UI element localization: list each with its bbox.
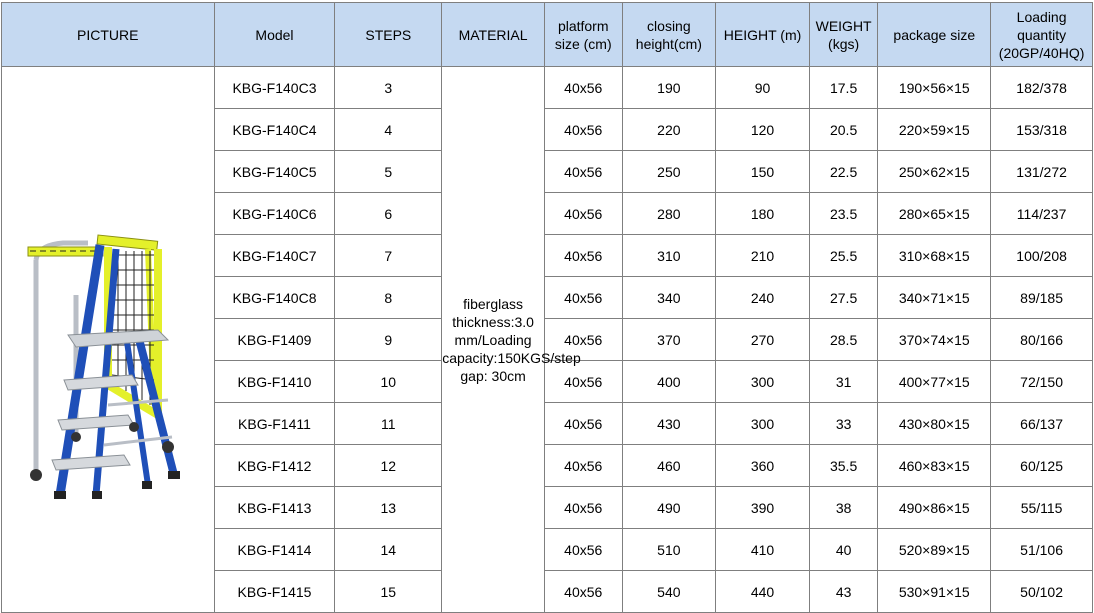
- package-size-cell: 520×89×15: [878, 529, 991, 571]
- steps-cell: 14: [335, 529, 442, 571]
- closing-height-cell: 400: [622, 361, 716, 403]
- closing-height-cell: 490: [622, 487, 716, 529]
- material-cell: fiberglass thickness:3.0 mm/Loading capacity:150KGS/step gap: 30cm: [442, 67, 545, 613]
- model-cell: KBG-F1412: [214, 445, 335, 487]
- header-platform-size: platform size (cm): [544, 3, 622, 67]
- loading-quantity-cell: 131/272: [991, 151, 1093, 193]
- platform-size-cell: 40x56: [544, 235, 622, 277]
- loading-quantity-cell: 51/106: [991, 529, 1093, 571]
- loading-quantity-cell: 100/208: [991, 235, 1093, 277]
- loading-quantity-cell: 66/137: [991, 403, 1093, 445]
- model-cell: KBG-F1410: [214, 361, 335, 403]
- weight-cell: 25.5: [809, 235, 878, 277]
- steps-cell: 11: [335, 403, 442, 445]
- platform-size-cell: 40x56: [544, 445, 622, 487]
- height-cell: 300: [716, 361, 810, 403]
- header-loading-quantity: Loading quantity (20GP/40HQ): [991, 3, 1093, 67]
- closing-height-cell: 510: [622, 529, 716, 571]
- package-size-cell: 340×71×15: [878, 277, 991, 319]
- steps-cell: 3: [335, 67, 442, 109]
- closing-height-cell: 540: [622, 571, 716, 613]
- model-cell: KBG-F1409: [214, 319, 335, 361]
- package-size-cell: 190×56×15: [878, 67, 991, 109]
- header-picture: PICTURE: [2, 3, 215, 67]
- package-size-cell: 370×74×15: [878, 319, 991, 361]
- steps-cell: 7: [335, 235, 442, 277]
- loading-quantity-cell: 114/237: [991, 193, 1093, 235]
- weight-cell: 33: [809, 403, 878, 445]
- header-material: MATERIAL: [442, 3, 545, 67]
- steps-cell: 5: [335, 151, 442, 193]
- height-cell: 210: [716, 235, 810, 277]
- picture-cell: [2, 67, 215, 613]
- loading-quantity-cell: 72/150: [991, 361, 1093, 403]
- loading-quantity-cell: 55/115: [991, 487, 1093, 529]
- closing-height-cell: 280: [622, 193, 716, 235]
- loading-quantity-cell: 89/185: [991, 277, 1093, 319]
- weight-cell: 38: [809, 487, 878, 529]
- package-size-cell: 460×83×15: [878, 445, 991, 487]
- platform-size-cell: 40x56: [544, 151, 622, 193]
- platform-size-cell: 40x56: [544, 529, 622, 571]
- height-cell: 360: [716, 445, 810, 487]
- closing-height-cell: 310: [622, 235, 716, 277]
- loading-quantity-cell: 50/102: [991, 571, 1093, 613]
- model-cell: KBG-F1414: [214, 529, 335, 571]
- model-cell: KBG-F140C6: [214, 193, 335, 235]
- loading-quantity-cell: 182/378: [991, 67, 1093, 109]
- platform-size-cell: 40x56: [544, 319, 622, 361]
- steps-cell: 4: [335, 109, 442, 151]
- height-cell: 300: [716, 403, 810, 445]
- platform-size-cell: 40x56: [544, 67, 622, 109]
- platform-size-cell: 40x56: [544, 361, 622, 403]
- header-closing-height: closing height(cm): [622, 3, 716, 67]
- height-cell: 440: [716, 571, 810, 613]
- model-cell: KBG-F140C5: [214, 151, 335, 193]
- height-cell: 120: [716, 109, 810, 151]
- table-body: [2, 67, 1093, 613]
- height-cell: 150: [716, 151, 810, 193]
- platform-size-cell: 40x56: [544, 571, 622, 613]
- steps-cell: 9: [335, 319, 442, 361]
- weight-cell: 31: [809, 361, 878, 403]
- package-size-cell: 490×86×15: [878, 487, 991, 529]
- platform-size-cell: 40x56: [544, 487, 622, 529]
- header-model: Model: [214, 3, 335, 67]
- platform-size-cell: 40x56: [544, 109, 622, 151]
- steps-cell: 8: [335, 277, 442, 319]
- model-cell: KBG-F1415: [214, 571, 335, 613]
- loading-quantity-cell: 153/318: [991, 109, 1093, 151]
- model-cell: KBG-F140C8: [214, 277, 335, 319]
- weight-cell: 28.5: [809, 319, 878, 361]
- package-size-cell: 310×68×15: [878, 235, 991, 277]
- package-size-cell: 530×91×15: [878, 571, 991, 613]
- model-cell: KBG-F1413: [214, 487, 335, 529]
- platform-size-cell: 40x56: [544, 277, 622, 319]
- height-cell: 180: [716, 193, 810, 235]
- header-height: HEIGHT (m): [716, 3, 810, 67]
- weight-cell: 22.5: [809, 151, 878, 193]
- table-row: [2, 67, 1093, 109]
- closing-height-cell: 370: [622, 319, 716, 361]
- height-cell: 270: [716, 319, 810, 361]
- loading-quantity-cell: 60/125: [991, 445, 1093, 487]
- weight-cell: 20.5: [809, 109, 878, 151]
- header-weight: WEIGHT (kgs): [809, 3, 878, 67]
- package-size-cell: 220×59×15: [878, 109, 991, 151]
- closing-height-cell: 340: [622, 277, 716, 319]
- closing-height-cell: 460: [622, 445, 716, 487]
- weight-cell: 43: [809, 571, 878, 613]
- steps-cell: 12: [335, 445, 442, 487]
- closing-height-cell: 190: [622, 67, 716, 109]
- steps-cell: 10: [335, 361, 442, 403]
- closing-height-cell: 250: [622, 151, 716, 193]
- loading-quantity-cell: 80/166: [991, 319, 1093, 361]
- spec-table: [1, 2, 1093, 613]
- weight-cell: 35.5: [809, 445, 878, 487]
- package-size-cell: 400×77×15: [878, 361, 991, 403]
- header-steps: STEPS: [335, 3, 442, 67]
- height-cell: 410: [716, 529, 810, 571]
- package-size-cell: 430×80×15: [878, 403, 991, 445]
- model-cell: KBG-F1411: [214, 403, 335, 445]
- height-cell: 240: [716, 277, 810, 319]
- height-cell: 390: [716, 487, 810, 529]
- closing-height-cell: 220: [622, 109, 716, 151]
- model-cell: KBG-F140C3: [214, 67, 335, 109]
- steps-cell: 13: [335, 487, 442, 529]
- weight-cell: 40: [809, 529, 878, 571]
- platform-size-cell: 40x56: [544, 193, 622, 235]
- model-cell: KBG-F140C7: [214, 235, 335, 277]
- weight-cell: 23.5: [809, 193, 878, 235]
- platform-ladder-image: [8, 175, 208, 505]
- closing-height-cell: 430: [622, 403, 716, 445]
- weight-cell: 17.5: [809, 67, 878, 109]
- platform-size-cell: 40x56: [544, 403, 622, 445]
- model-cell: KBG-F140C4: [214, 109, 335, 151]
- steps-cell: 6: [335, 193, 442, 235]
- package-size-cell: 280×65×15: [878, 193, 991, 235]
- height-cell: 90: [716, 67, 810, 109]
- header-row: [2, 3, 1093, 67]
- header-package-size: package size: [878, 3, 991, 67]
- package-size-cell: 250×62×15: [878, 151, 991, 193]
- weight-cell: 27.5: [809, 277, 878, 319]
- steps-cell: 15: [335, 571, 442, 613]
